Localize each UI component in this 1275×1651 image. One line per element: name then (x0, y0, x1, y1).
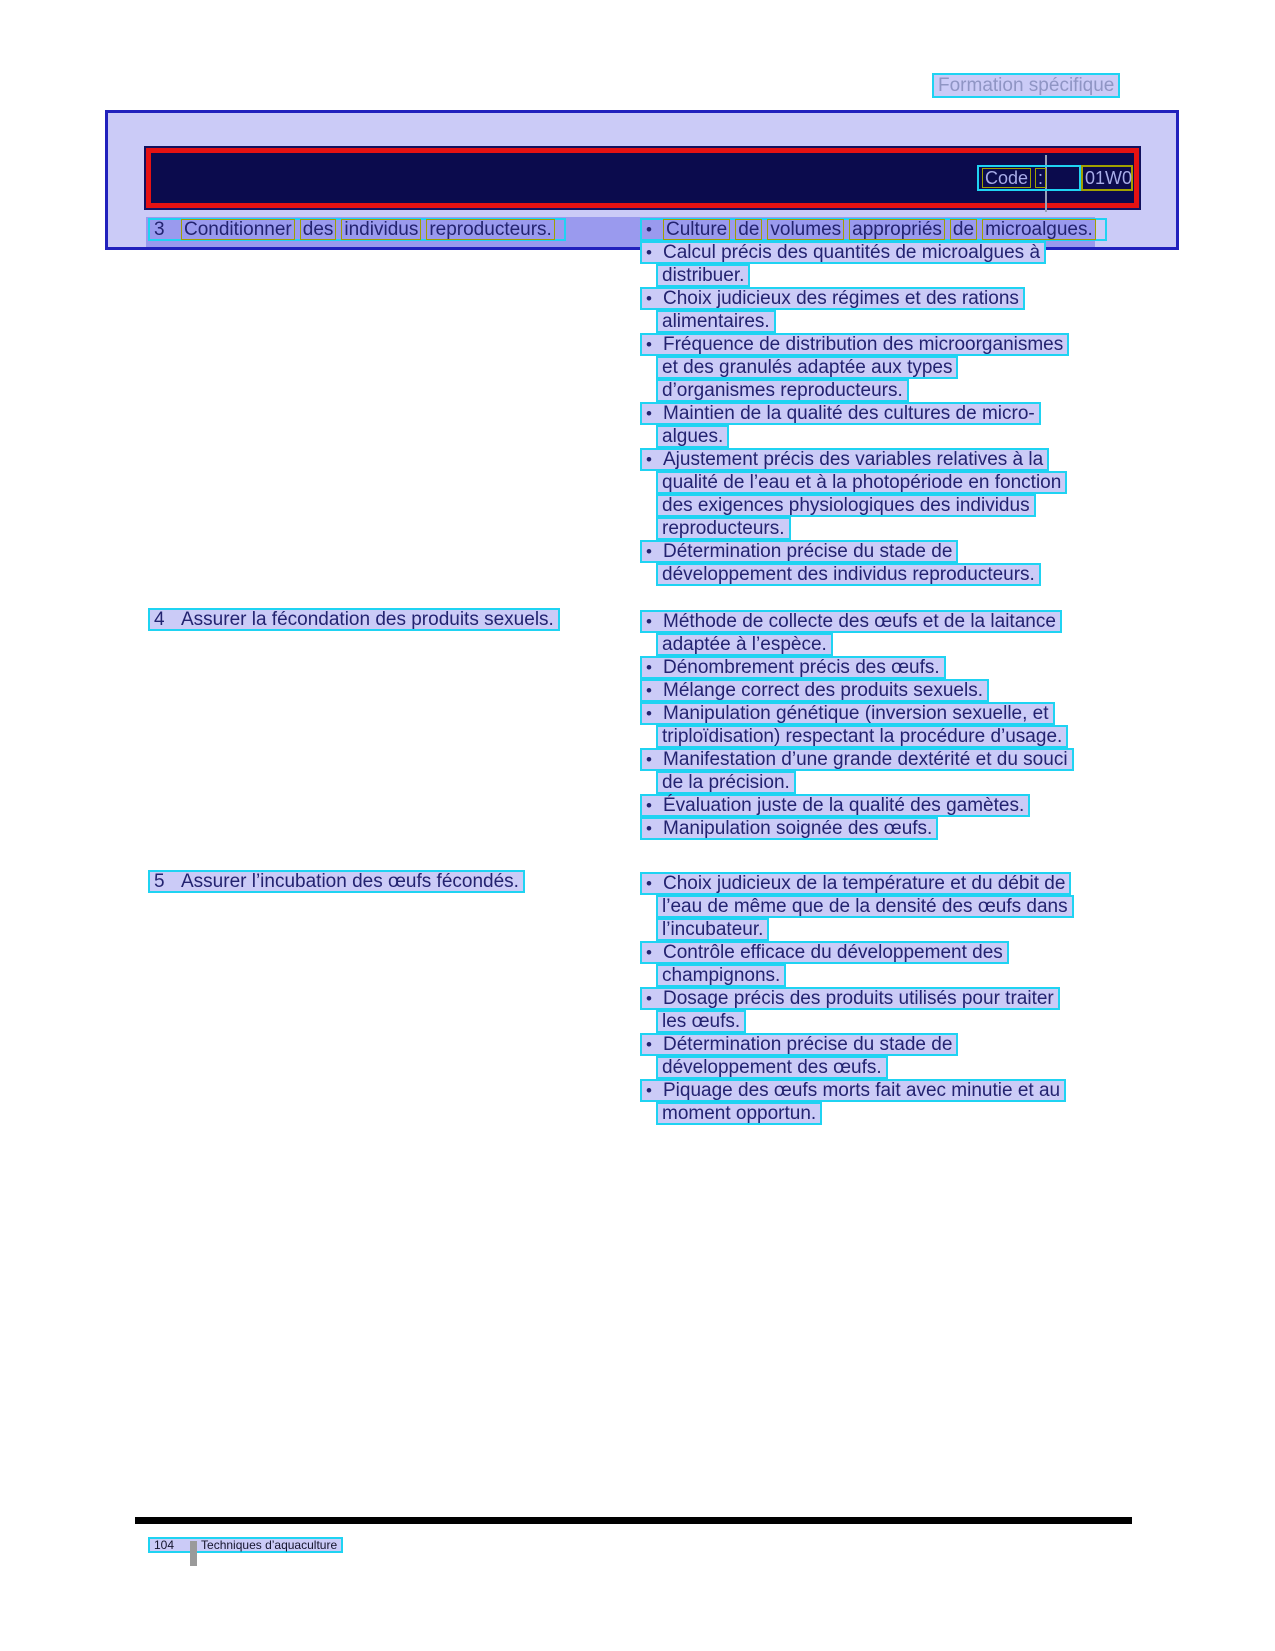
bullet-text: les œufs. (662, 1011, 741, 1032)
bullet-text: algues. (662, 426, 724, 447)
code-value: 01W0 (1081, 165, 1133, 191)
bullet-marker: • (646, 681, 652, 700)
ocr-word: Conditionner (181, 219, 295, 240)
bullet-line (640, 333, 1069, 356)
bullet-text: Fréquence de distribution des microorganismes (663, 334, 1064, 355)
ocr-word: de (950, 219, 977, 240)
bullet-text: champignons. (662, 965, 781, 986)
bullet-text: Mélange correct des produits sexuels. (663, 680, 983, 701)
bullet-text: de la précision. (662, 772, 790, 793)
bullet-text: distribuer. (662, 265, 745, 286)
bullet-line (640, 794, 1030, 817)
code-colon: : (1035, 168, 1046, 188)
bullet-text: développement des œufs. (662, 1057, 882, 1078)
bullet-line (640, 941, 1009, 964)
bullet-text: Méthode de collecte des œufs et de la laitance (663, 611, 1056, 632)
ocr-word: Culture (663, 219, 730, 240)
bullet-line (656, 771, 796, 794)
section-title-text: Assurer la fécondation des produits sexuels. (181, 609, 554, 630)
section-number: 3 (154, 219, 165, 240)
bullet-text: l’eau de même que de la densité des œufs dans (662, 896, 1068, 917)
bullet-marker: • (646, 243, 652, 262)
bullet-line (656, 895, 1074, 918)
bullet-marker: • (646, 943, 652, 962)
code-label: Code (982, 168, 1031, 188)
bullet-line (656, 494, 1036, 517)
bullet-text: reproducteurs. (662, 518, 785, 539)
bullet-line (656, 425, 729, 448)
ocr-word: microalgues. (982, 219, 1096, 240)
bullet-line (656, 379, 909, 402)
section-title-text: Assurer l’incubation des œufs fécondés. (181, 871, 519, 892)
bullet-line (640, 448, 1049, 471)
bullet-text: Manipulation soignée des œufs. (663, 818, 933, 839)
bullet-text: Calcul précis des quantités de microalgues à (663, 242, 1041, 263)
bullet-line (640, 987, 1060, 1010)
ocr-word: appropriés (849, 219, 945, 240)
bullet-text: des exigences physiologiques des individus (662, 495, 1030, 516)
ocr-word: de (735, 219, 762, 240)
bullet-text: Manifestation d’une grande dextérité et du souci (663, 749, 1068, 770)
bullet-marker: • (646, 542, 652, 561)
bullet-line (640, 679, 989, 702)
bullet-text: Maintien de la qualité des cultures de micro- (663, 403, 1035, 424)
bullet-text: développement des individus reproducteurs. (662, 564, 1035, 585)
bullet-text: d’organismes reproducteurs. (662, 380, 903, 401)
bullet-text: alimentaires. (662, 311, 770, 332)
bullet-line (656, 517, 791, 540)
ocr-word: des (300, 219, 337, 240)
bullet-line (640, 748, 1074, 771)
bullet-line (640, 702, 1055, 725)
bullet-marker: • (646, 450, 652, 469)
bullet-line (656, 563, 1041, 586)
running-header (932, 73, 1120, 98)
bullet-line (656, 1102, 822, 1125)
bullet-line (640, 402, 1041, 425)
bullet-text: Détermination précise du stade de (663, 1034, 953, 1055)
bullet-marker: • (646, 704, 652, 723)
bullet-line (656, 964, 786, 987)
text-cursor (190, 1541, 197, 1566)
bullet-text: qualité de l’eau et à la photopériode en fonction (662, 472, 1062, 493)
bullet-text: triploïdisation) respectant la procédure d’usage. (662, 726, 1063, 747)
bullet-line (656, 918, 769, 941)
bullet-marker: • (646, 612, 652, 631)
bullet-text: moment opportun. (662, 1103, 817, 1124)
bullet-text: Détermination précise du stade de (663, 541, 953, 562)
section-number: 5 (154, 871, 165, 892)
bullet-line (640, 872, 1071, 895)
section-title-line (148, 218, 566, 241)
ocr-word: individus (341, 219, 421, 240)
bullet-line (640, 241, 1046, 264)
bullet-text: Dosage précis des produits utilisés pour traiter (663, 988, 1054, 1009)
bullet-text: Choix judicieux de la température et du débit de (663, 873, 1066, 894)
section-number: 4 (154, 609, 165, 630)
bullet-line (640, 656, 946, 679)
bullet-line (656, 471, 1067, 494)
footer-rule (135, 1517, 1132, 1524)
running-header-text: Formation spécifique (938, 75, 1115, 96)
bullet-marker: • (646, 874, 652, 893)
bullet-line (656, 1056, 888, 1079)
bullet-text: Ajustement précis des variables relatives à la (663, 449, 1044, 470)
bullet-text: Dénombrement précis des œufs. (663, 657, 940, 678)
bullet-line (640, 287, 1025, 310)
page-number: 104 (154, 1538, 175, 1552)
page-footer (148, 1537, 343, 1553)
bullet-text: l’incubateur. (662, 919, 764, 940)
bullet-text: Contrôle efficace du développement des (663, 942, 1003, 963)
bullet-marker: • (646, 796, 652, 815)
bullet-line (656, 356, 958, 379)
bullet-marker: • (646, 819, 652, 838)
section-title-line (148, 608, 560, 631)
section-title-line (148, 870, 525, 893)
bullet-marker: • (646, 750, 652, 769)
bullet-marker: • (646, 1081, 652, 1100)
bullet-marker: • (646, 404, 652, 423)
bullet-marker: • (646, 658, 652, 677)
bullet-marker: • (646, 1035, 652, 1054)
bullet-line (640, 1033, 958, 1056)
bullet-text: Piquage des œufs morts fait avec minutie et au (663, 1080, 1061, 1101)
bullet-line (656, 725, 1068, 748)
bullet-text: Évaluation juste de la qualité des gamètes. (663, 795, 1025, 816)
bullet-text: adaptée à l’espèce. (662, 634, 827, 655)
ocr-word: volumes (767, 219, 844, 240)
bullet-text: et des granulés adaptée aux types (662, 357, 953, 378)
bullet-line (640, 1079, 1066, 1102)
ocr-word: reproducteurs. (426, 219, 555, 240)
bullet-marker: • (646, 335, 652, 354)
bullet-text: Choix judicieux des régimes et des rations (663, 288, 1019, 309)
code-field (977, 165, 1081, 191)
bullet-line (640, 610, 1062, 633)
doc-title: Techniques d’aquaculture (201, 1538, 338, 1552)
bullet-line (640, 218, 1107, 241)
bullet-marker: • (646, 289, 652, 308)
bullet-line (656, 310, 776, 333)
bullet-marker: • (646, 989, 652, 1008)
bullet-line (640, 540, 958, 563)
bullet-line (656, 264, 750, 287)
bullet-line (640, 817, 938, 840)
bullet-line (656, 633, 833, 656)
bullet-marker: • (646, 220, 652, 239)
bullet-text: Manipulation génétique (inversion sexuelle, et (663, 703, 1049, 724)
bullet-line (656, 1010, 746, 1033)
